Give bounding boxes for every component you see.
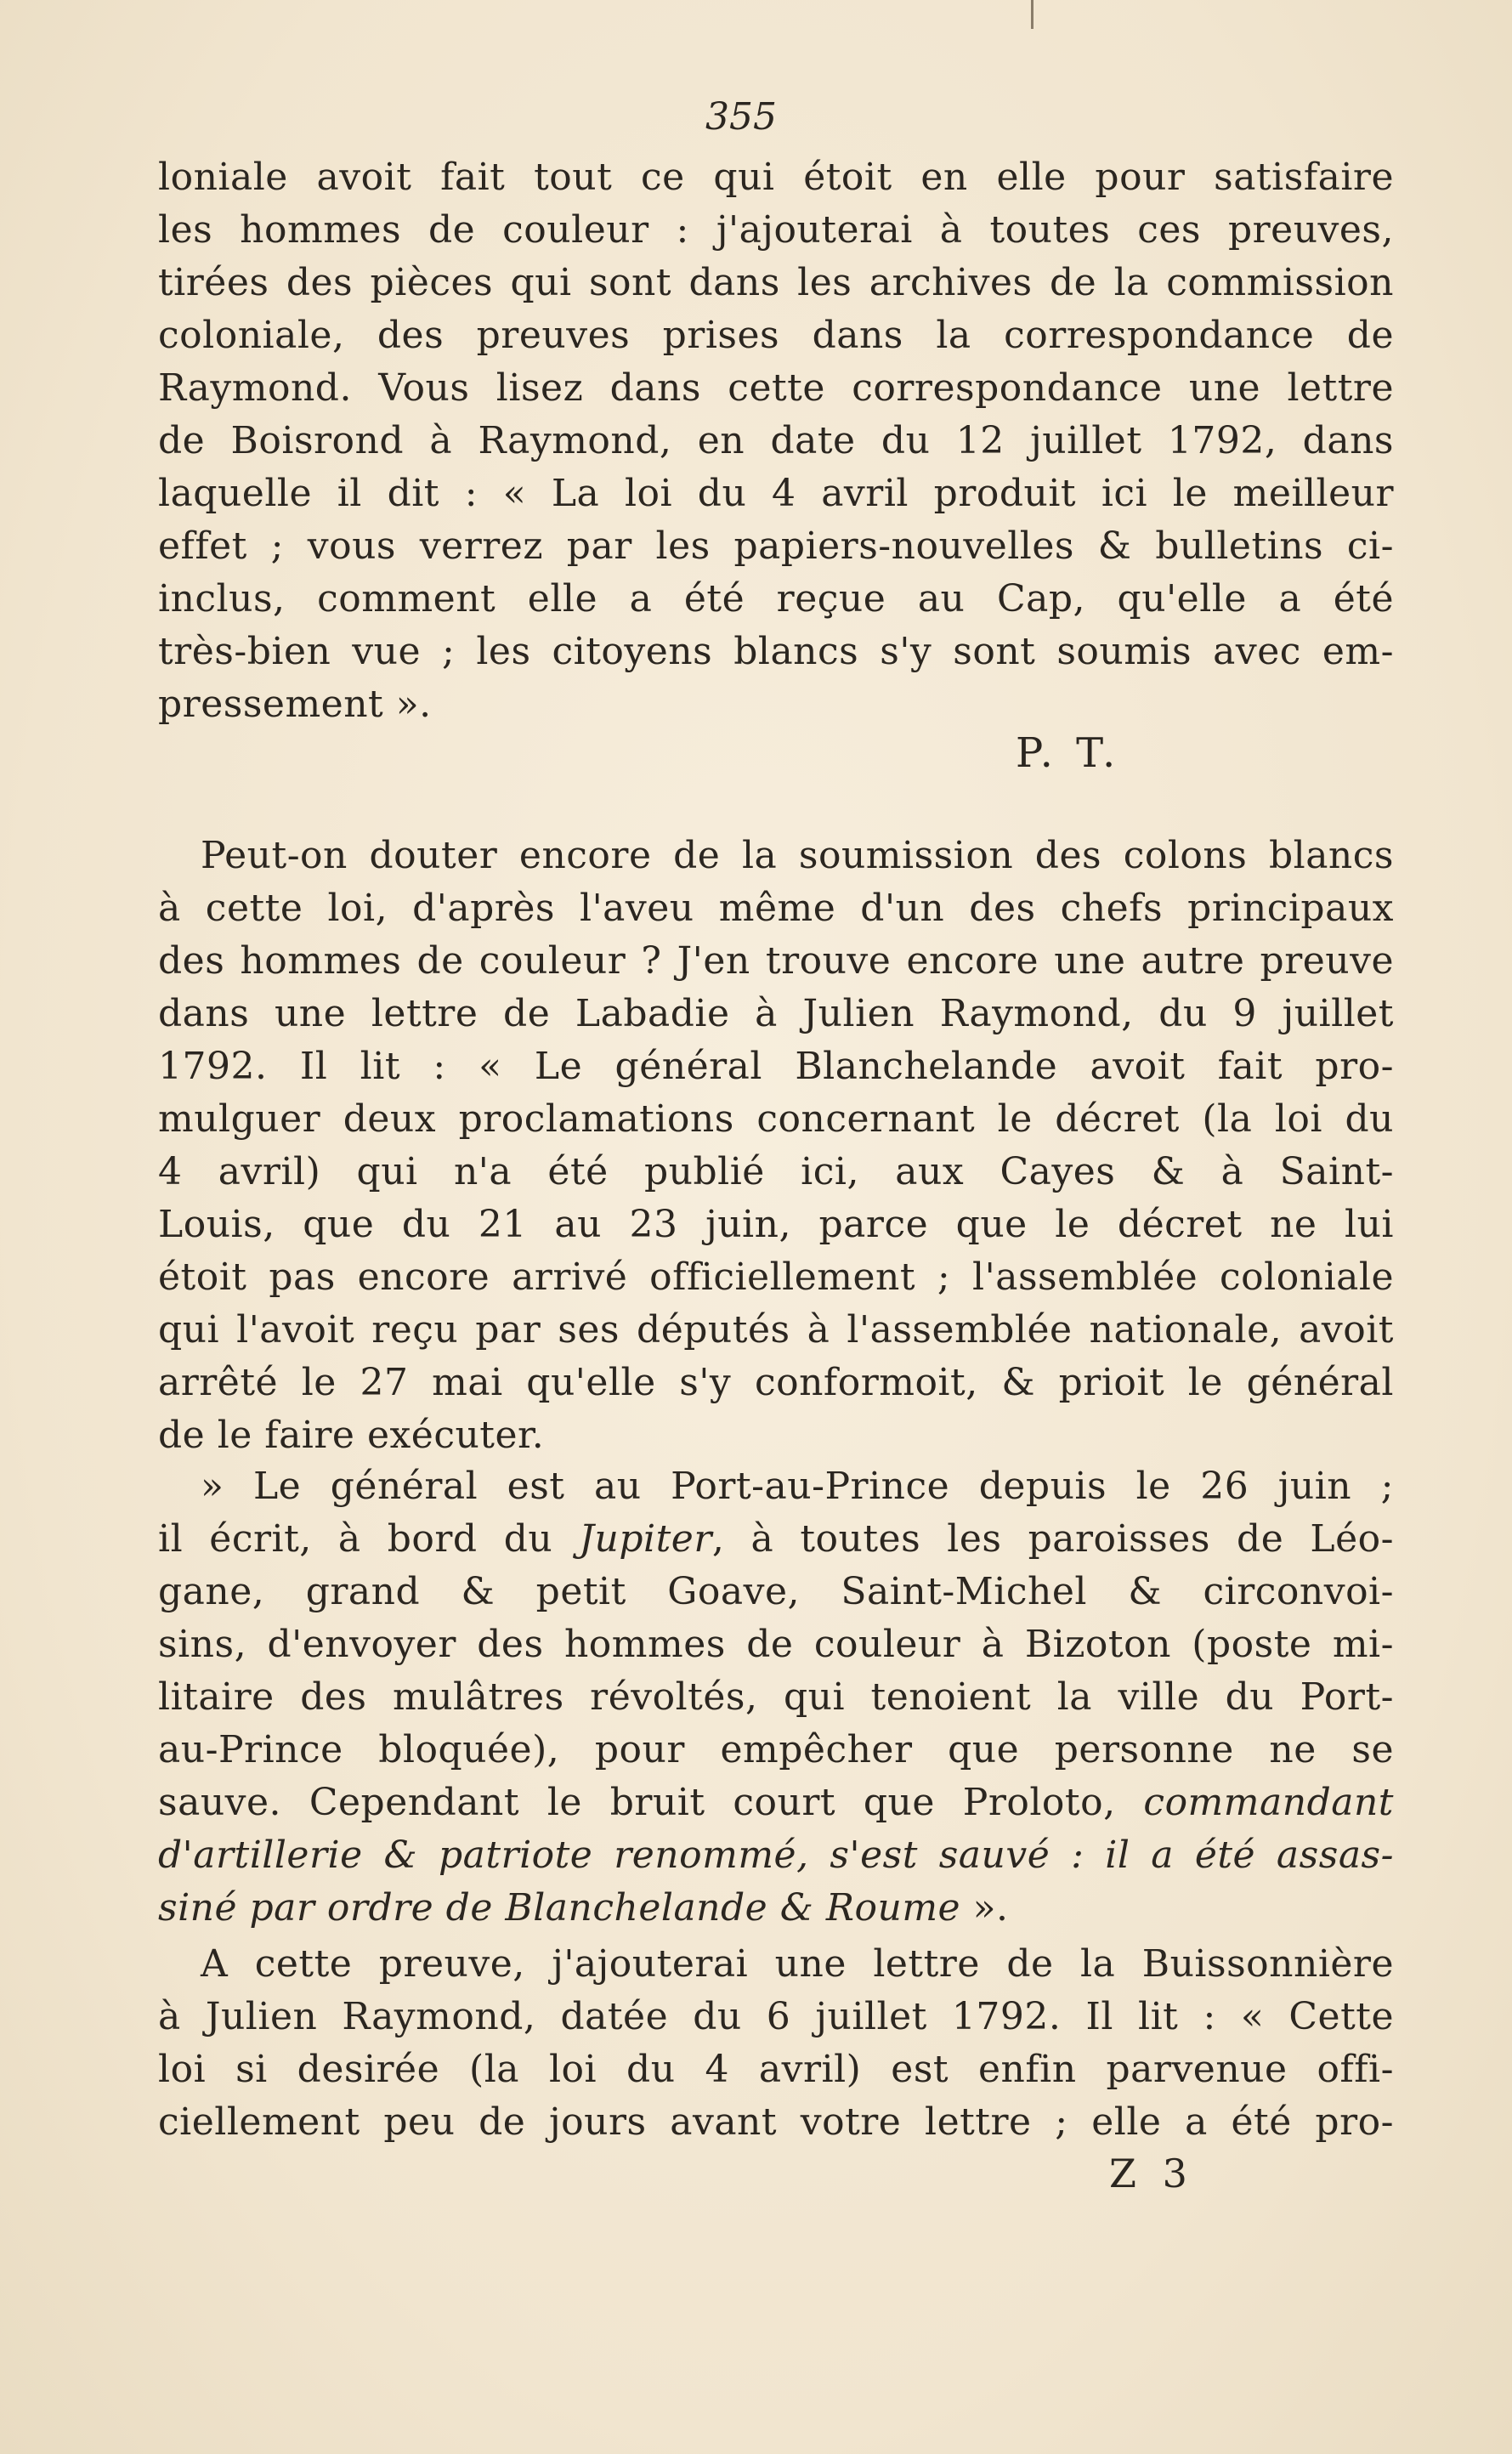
- paragraph-4: [158, 1938, 1394, 2149]
- text-line: dans une lettre de Labadie à Julien Raymond, du 9 juillet: [158, 992, 1394, 1035]
- text-line: inclus, comment elle a été reçue au Cap, qu'elle a été: [158, 577, 1394, 621]
- author-signature: P. T.: [1016, 729, 1121, 777]
- text-segment: , à toutes les paroisses de Léo-: [711, 1517, 1394, 1561]
- text-line: effet ; vous verrez par les papiers-nouvelles & bulletins ci-: [158, 524, 1394, 568]
- text-line: de le faire exécuter.: [158, 1414, 545, 1457]
- text-line: très-bien vue ; les citoyens blancs s'y sont soumis avec em-: [158, 630, 1394, 673]
- text-line: litaire des mulâtres révoltés, qui tenoient la ville du Port-: [158, 1675, 1394, 1719]
- page-number: 355: [705, 95, 777, 139]
- text-line: les hommes de couleur : j'ajouterai à toutes ces preuves,: [158, 208, 1394, 252]
- text-line: [158, 1829, 1394, 1882]
- text-line: étoit pas encore arrivé officiellement ; l'assemblée coloniale: [158, 1255, 1394, 1299]
- text-line: qui l'avoit reçu par ses députés à l'assemblée nationale, avoit: [158, 1308, 1394, 1352]
- text-line: loniale avoit fait tout ce qui étoit en elle pour satisfaire: [158, 156, 1394, 199]
- italic-segment: d'artillerie & patriote renommé, s'est sauvé : il a été assas-: [158, 1833, 1394, 1877]
- paragraph-2: [158, 830, 1394, 1462]
- paragraph-3: [158, 1460, 1394, 1935]
- italic-segment: commandant: [1143, 1781, 1394, 1824]
- text-line: tirées des pièces qui sont dans les archives de la commission: [158, 261, 1394, 304]
- text-line: 1792. Il lit : « Le général Blanchelande avoit fait pro-: [158, 1045, 1394, 1088]
- text-segment: ».: [960, 1886, 1009, 1930]
- paragraph-1: [158, 151, 1394, 731]
- text-line: sins, d'envoyer des hommes de couleur à Bizoton (poste mi-: [158, 1623, 1394, 1666]
- gathering-signature: Z 3: [1109, 2151, 1194, 2196]
- text-line: laquelle il dit : « La loi du 4 avril produit ici le meilleur: [158, 472, 1394, 515]
- text-line: au-Prince bloquée), pour empêcher que personne ne se: [158, 1728, 1394, 1771]
- ship-name: Jupiter: [579, 1517, 712, 1561]
- text-line: A cette preuve, j'ajouterai une lettre de la Buissonnière: [201, 1942, 1394, 1986]
- text-line: des hommes de couleur ? J'en trouve encore une autre preuve: [158, 939, 1394, 983]
- text-line: 4 avril) qui n'a été publié ici, aux Cayes & à Saint-: [158, 1150, 1394, 1193]
- text-segment: il écrit, à bord du: [158, 1517, 553, 1561]
- text-line: » Le général est au Port-au-Prince depuis le 26 juin ;: [201, 1465, 1394, 1508]
- text-line: [158, 1777, 1394, 1829]
- italic-segment: siné par ordre de Blanchelande & Roume: [158, 1886, 961, 1930]
- text-line: Louis, que du 21 au 23 juin, parce que le décret ne lui: [158, 1203, 1394, 1246]
- text-line: Raymond. Vous lisez dans cette correspondance une lettre: [158, 366, 1394, 410]
- text-line: loi si desirée (la loi du 4 avril) est enfin parvenue offi-: [158, 2048, 1394, 2091]
- text-line: à cette loi, d'après l'aveu même d'un des chefs principaux: [158, 887, 1394, 930]
- text-line: pressement ».: [158, 683, 432, 726]
- text-line: à Julien Raymond, datée du 6 juillet 1792. Il lit : « Cette: [158, 1995, 1394, 2038]
- text-line: de Boisrond à Raymond, en date du 12 juillet 1792, dans: [158, 419, 1394, 462]
- text-line: coloniale, des preuves prises dans la correspondance de: [158, 314, 1394, 357]
- text-line: gane, grand & petit Goave, Saint-Michel & circonvoi-: [158, 1570, 1394, 1613]
- text-line: [158, 1882, 1394, 1935]
- text-line: Peut-on douter encore de la soumission des colons blancs: [201, 834, 1394, 877]
- text-line: ciellement peu de jours avant votre lettre ; elle a été pro-: [158, 2100, 1394, 2144]
- text-line: arrêté le 27 mai qu'elle s'y conformoit, & prioit le général: [158, 1361, 1394, 1404]
- margin-mark: [1031, 0, 1033, 29]
- text-line: mulguer deux proclamations concernant le décret (la loi du: [158, 1097, 1394, 1141]
- text-line: [158, 1513, 1394, 1566]
- text-segment: sauve. Cependant le bruit court que Proloto,: [158, 1781, 1116, 1824]
